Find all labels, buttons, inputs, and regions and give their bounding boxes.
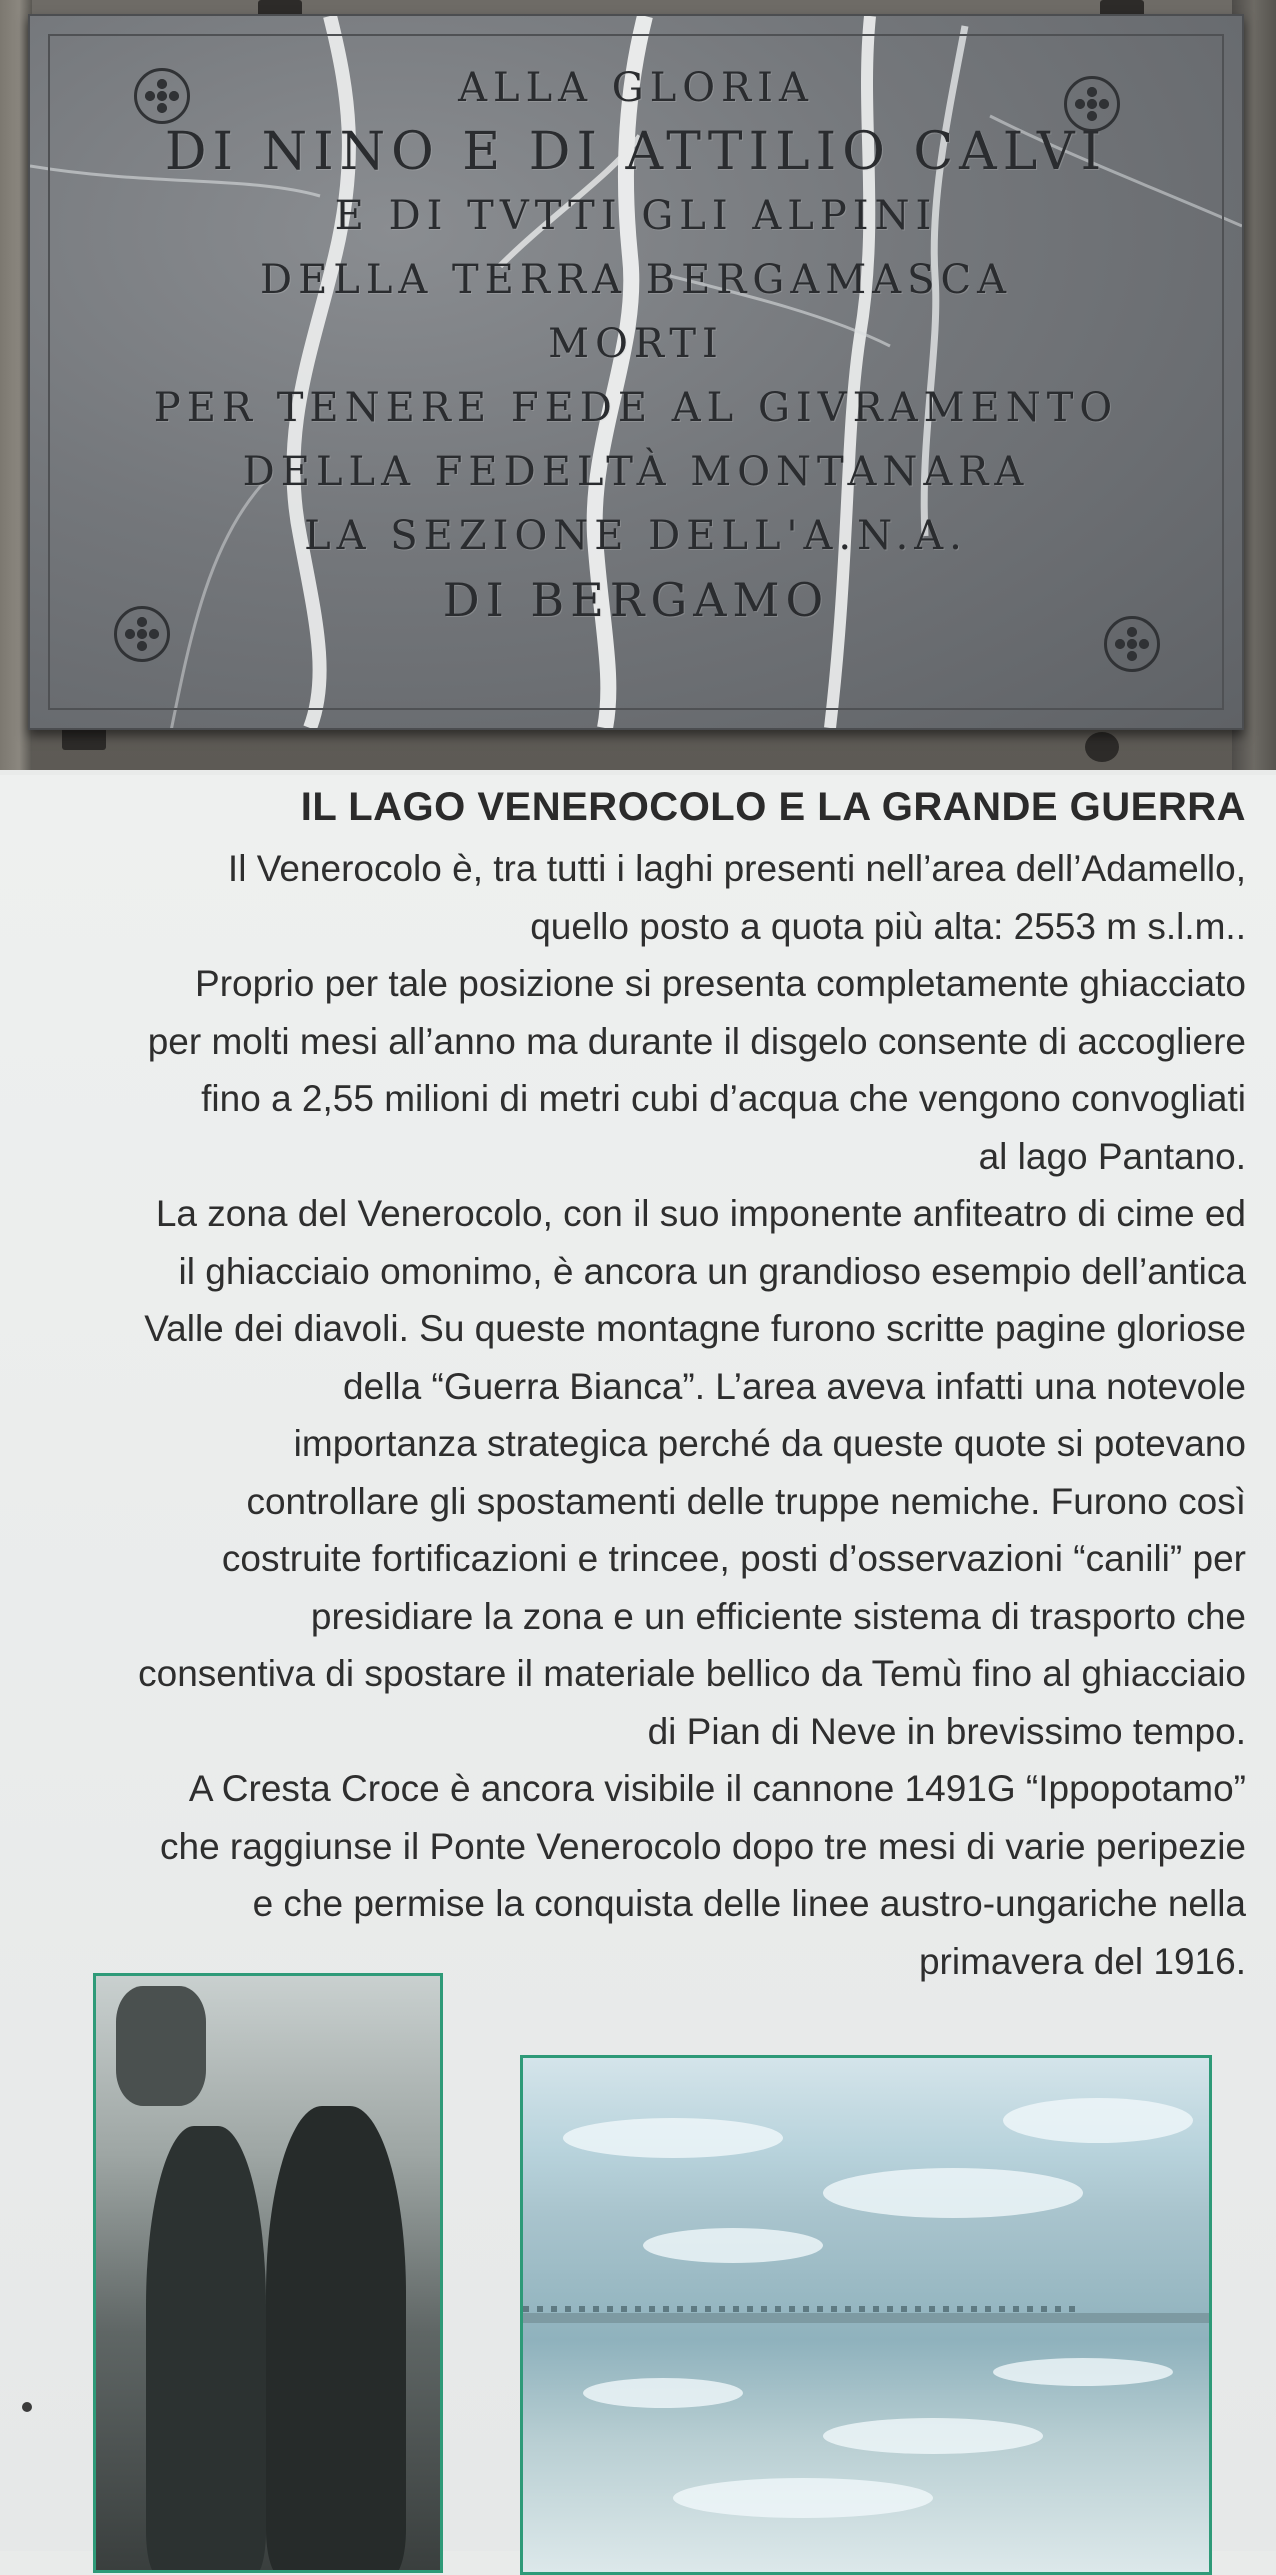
body-line: fino a 2,55 milioni di metri cubi d’acqua che vengono convogliati: [201, 1078, 1246, 1119]
body-line: consentiva di spostare il materiale bellico da Temù fino al ghiacciaio: [138, 1653, 1246, 1694]
inscription-line: DI NINO E DI ATTILIO CALVI: [164, 122, 1108, 182]
plaque-inscription: [90, 56, 1182, 632]
body-line: A Cresta Croce è ancora visibile il cannone 1491G “Ippopotamo”: [188, 1768, 1246, 1809]
inscription-line: LA SEZIONE DELL'A.N.A.: [304, 513, 968, 559]
inscription-line: DELLA FEDELTÀ MONTANARA: [242, 449, 1030, 495]
body-line: il ghiacciaio omonimo, è ancora un grandioso esempio dell’antica: [178, 1250, 1246, 1292]
body-line: Proprio per tale posizione si presenta completamente ghiacciato: [195, 963, 1246, 1004]
inscription-line: MORTI: [548, 321, 724, 367]
inscription-line: E DI TVTTI GLI ALPINI: [334, 193, 938, 239]
plaque-bracket-bottom-right: [1085, 732, 1119, 762]
body-line: Il Venerocolo è, tra tutti i laghi presenti nell’area dell’Adamello,: [227, 848, 1246, 889]
ice-floe: [673, 2478, 933, 2518]
soldier-figure-left: [146, 2126, 266, 2573]
inscription-line: PER TENERE FEDE AL GIVRAMENTO: [153, 385, 1119, 431]
frozen-lake-photo: [520, 2055, 1212, 2575]
snow-patch: [643, 2228, 823, 2263]
body-line: importanza strategica perché da queste quote si potevano: [293, 1423, 1246, 1464]
inscription-line: DI BERGAMO: [442, 573, 830, 627]
body-line: per molti mesi all’anno ma durante il disgelo consente di accogliere: [147, 1020, 1246, 1062]
inscription-line: DELLA TERRA BERGAMASCA: [260, 257, 1012, 303]
panel-body-text: [10, 840, 1246, 1990]
panel-title: IL LAGO VENEROCOLO E LA GRANDE GUERRA: [300, 785, 1246, 829]
body-line: che raggiunse il Ponte Venerocolo dopo tre mesi di varie peripezie: [160, 1825, 1246, 1867]
inscription-line: ALLA GLORIA: [458, 65, 814, 111]
memorial-plaque: [28, 14, 1244, 730]
snow-patch: [563, 2118, 783, 2158]
body-line: presidiare la zona e un efficiente sistema di trasporto che: [310, 1595, 1246, 1637]
body-line: di Pian di Neve in brevissimo tempo.: [647, 1710, 1246, 1752]
ice-floe: [993, 2358, 1173, 2386]
snow-patch: [823, 2168, 1083, 2218]
snow-patch: [1003, 2098, 1193, 2143]
soldier-figure-right: [266, 2106, 406, 2573]
ice-floe: [583, 2378, 743, 2408]
body-line: costruite fortificazioni e trincee, posti d’osservazioni “canili” per: [221, 1538, 1246, 1579]
dam-wall: [523, 2313, 1212, 2323]
soldiers-photo: [93, 1973, 443, 2573]
ice-floe: [823, 2418, 1043, 2454]
dam-railing: [523, 2306, 1083, 2312]
panel-mark: [22, 2402, 32, 2412]
body-line: Valle dei diavoli. Su queste montagne furono scritte pagine gloriose: [144, 1308, 1246, 1349]
equipment-shape: [116, 1986, 206, 2106]
body-line: della “Guerra Bianca”. L’area aveva infatti una notevole: [343, 1365, 1246, 1407]
body-line: quello posto a quota più alta: 2553 m s.l.m..: [530, 905, 1246, 947]
body-line: e che permise la conquista delle linee austro-ungariche nella: [252, 1883, 1246, 1924]
body-line: La zona del Venerocolo, con il suo imponente anfiteatro di cime ed: [155, 1193, 1246, 1234]
body-line: controllare gli spostamenti delle truppe nemiche. Furono così: [246, 1480, 1246, 1522]
body-line: al lago Pantano.: [978, 1135, 1246, 1177]
body-line: primavera del 1916.: [918, 1940, 1246, 1982]
